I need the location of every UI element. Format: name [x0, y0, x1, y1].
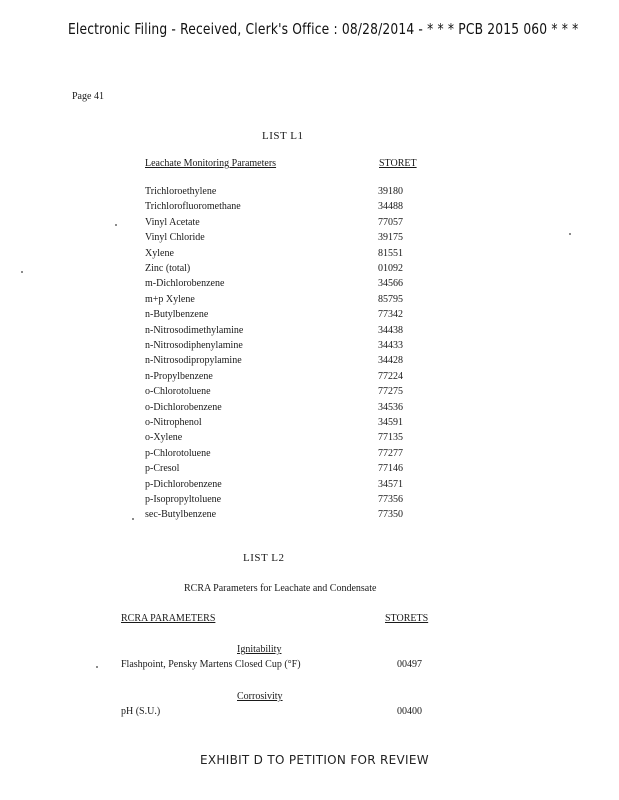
parameter-name: p-Cresol — [145, 463, 180, 475]
parameter-name: o-Xylene — [145, 432, 183, 444]
parameter-name: n-Butylbenzene — [145, 309, 209, 321]
table-row — [0, 263, 619, 278]
parameter-name: Trichloroethylene — [145, 186, 217, 197]
storet-code: 34428 — [378, 355, 403, 367]
storet-code: 34566 — [378, 278, 403, 290]
table-row — [0, 371, 619, 386]
parameter-name: m+p Xylene — [145, 293, 195, 305]
parameter-name: n-Nitrosodipropylamine — [145, 355, 242, 367]
parameter-name: Xylene — [145, 247, 174, 259]
ph-name: pH (S.U.) — [121, 706, 161, 717]
storet-code: 39175 — [378, 232, 403, 244]
list-l2-subtitle: RCRA Parameters for Leachate and Condensate — [184, 583, 377, 594]
parameter-name: p-Isopropyltoluene — [145, 494, 222, 505]
table-row — [0, 448, 619, 463]
storet-code: 77342 — [378, 309, 403, 321]
storet-code: 34488 — [378, 201, 403, 213]
table-row — [0, 417, 619, 432]
table-row — [0, 325, 619, 340]
parameter-name: o-Chlorotoluene — [145, 386, 211, 398]
parameter-name: n-Propylbenzene — [145, 370, 213, 382]
exhibit-footer: EXHIBIT D TO PETITION FOR REVIEW — [200, 753, 429, 767]
storet-code: 85795 — [378, 293, 403, 305]
table-row — [0, 432, 619, 447]
storet-code: 77356 — [378, 494, 403, 505]
corrosivity-heading: Corrosivity — [237, 691, 283, 702]
table-row — [0, 509, 619, 524]
table-row — [0, 340, 619, 355]
table-row — [0, 402, 619, 417]
flashpoint-name: Flashpoint, Pensky Martens Closed Cup (°F) — [121, 659, 301, 670]
table-row — [0, 494, 619, 509]
l2-storet-header: STORETS — [385, 613, 429, 624]
parameter-name: o-Nitrophenol — [145, 417, 202, 428]
ignitability-heading: Ignitability — [237, 644, 282, 655]
storet-code: 34571 — [378, 478, 403, 490]
l2-param-header: RCRA PARAMETERS — [121, 613, 216, 624]
l1-storet-header: STORET — [379, 158, 417, 169]
table-row — [0, 186, 619, 201]
table-row — [0, 294, 619, 309]
parameter-name: Zinc (total) — [145, 263, 191, 274]
list-l2-title: LIST L2 — [243, 552, 285, 564]
parameter-name: Vinyl Acetate — [145, 216, 200, 228]
storet-code: 34433 — [378, 340, 403, 351]
l1-param-header: Leachate Monitoring Parameters — [145, 158, 277, 169]
parameter-name: n-Nitrosodimethylamine — [145, 324, 244, 336]
table-row — [0, 355, 619, 370]
scan-speck — [132, 518, 134, 520]
ph-code: 00400 — [397, 706, 422, 717]
parameter-name: Trichlorofluoromethane — [145, 201, 241, 213]
storet-code: 34438 — [378, 324, 403, 336]
storet-code: 34591 — [378, 417, 403, 428]
table-row — [0, 278, 619, 293]
storet-code: 34536 — [378, 401, 403, 413]
parameter-name: Vinyl Chloride — [145, 232, 205, 244]
parameter-name: m-Dichlorobenzene — [145, 278, 225, 290]
list-l1-title: LIST L1 — [262, 130, 304, 142]
scan-speck — [569, 233, 571, 235]
parameter-name: n-Nitrosodiphenylamine — [145, 340, 243, 351]
storet-code: 39180 — [378, 186, 403, 197]
storet-code: 77275 — [378, 386, 403, 398]
storet-code: 77277 — [378, 447, 403, 459]
parameter-name: sec-Butylbenzene — [145, 509, 217, 521]
parameter-name: o-Dichlorobenzene — [145, 401, 222, 413]
storet-code: 81551 — [378, 247, 403, 259]
parameter-name: p-Chlorotoluene — [145, 447, 211, 459]
scan-speck — [21, 271, 23, 273]
storet-code: 77135 — [378, 432, 403, 444]
page-number: Page 41 — [72, 91, 104, 102]
flashpoint-code: 00497 — [397, 659, 422, 670]
storet-code: 01092 — [378, 263, 403, 274]
table-row — [0, 248, 619, 263]
filing-stamp: Electronic Filing - Received, Clerk's Office : 08/28/2014 - * * * PCB 2015 060 * * * — [68, 20, 579, 38]
storet-code: 77146 — [378, 463, 403, 475]
parameter-name: p-Dichlorobenzene — [145, 478, 222, 490]
storet-code: 77224 — [378, 370, 403, 382]
table-row — [0, 232, 619, 247]
scan-speck — [96, 666, 98, 668]
scan-speck — [115, 224, 117, 226]
storet-code: 77057 — [378, 216, 403, 228]
storet-code: 77350 — [378, 509, 403, 521]
table-row — [0, 463, 619, 478]
table-row — [0, 201, 619, 216]
table-row — [0, 309, 619, 324]
table-row — [0, 217, 619, 232]
table-row — [0, 386, 619, 401]
table-row — [0, 479, 619, 494]
